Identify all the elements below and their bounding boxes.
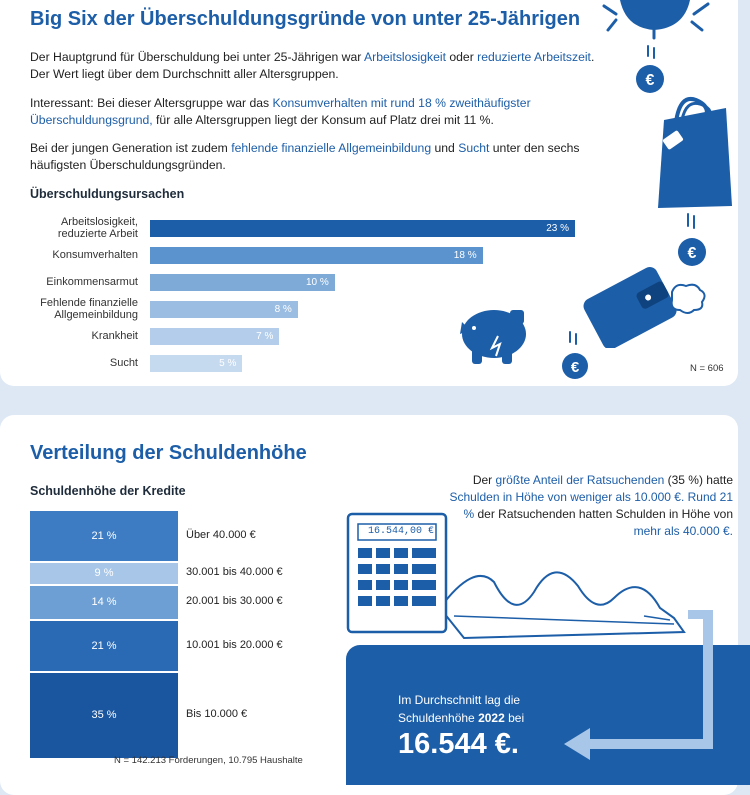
falling-euro-coin-icon bbox=[630, 44, 670, 96]
cause-sample-size: N = 606 bbox=[690, 363, 724, 374]
svg-text:€: € bbox=[687, 245, 697, 262]
summary-text-b: (35 %) hatte bbox=[664, 473, 733, 487]
debt-category-label: 20.001 bis 30.000 € bbox=[186, 595, 283, 608]
cause-bar-value: 18 % bbox=[453, 250, 477, 261]
falling-euro-coin-icon-3 bbox=[556, 330, 594, 382]
p1-highlight-a: Arbeitslosigkeit bbox=[364, 50, 446, 64]
cause-category-label bbox=[40, 297, 138, 321]
p1-text-b: oder bbox=[445, 50, 478, 64]
cause-category-label-line: Einkommensarmut bbox=[46, 276, 138, 288]
paragraph-3 bbox=[30, 140, 600, 174]
paragraph-1 bbox=[30, 49, 600, 83]
debt-chart-title: Schuldenhöhe der Kredite bbox=[30, 484, 186, 498]
virus-icon bbox=[596, 0, 716, 40]
cause-bar-value: 7 % bbox=[256, 331, 274, 342]
cause-category-label bbox=[52, 249, 138, 261]
p1-highlight-b: reduzierte Arbeitszeit bbox=[477, 50, 591, 64]
cause-category-label-line: reduzierte Arbeit bbox=[57, 228, 138, 240]
cause-bar-value: 8 % bbox=[274, 304, 292, 315]
svg-text:€: € bbox=[570, 359, 580, 376]
average-line-1: Im Durchschnitt lag die bbox=[398, 693, 521, 707]
paragraph-2 bbox=[30, 95, 600, 129]
cause-bar bbox=[150, 220, 575, 237]
cause-category-label bbox=[58, 216, 138, 240]
cause-category-label bbox=[92, 330, 138, 342]
p3-text-a: Bei der jungen Generation ist zudem bbox=[30, 141, 232, 155]
debt-category-label: Bis 10.000 € bbox=[186, 708, 248, 721]
debt-segment: 21 % bbox=[30, 511, 178, 561]
p1-text-c: . Der Wert liegt über dem Durchschnitt aller Altersgruppen. bbox=[30, 50, 595, 81]
summary-text-a: Der bbox=[472, 473, 496, 487]
average-line-2c: bei bbox=[504, 711, 525, 725]
cause-chart-title: Überschuldungsursachen bbox=[30, 187, 185, 201]
summary-highlight-c: Rund 21 % bbox=[463, 490, 733, 521]
cause-category-label-line: Krankheit bbox=[91, 330, 138, 342]
p2-highlight-a: Konsumverhalten mit rund 18 % zweithäufigster Überschuldungsgrund, bbox=[30, 96, 531, 127]
cause-bar bbox=[150, 355, 242, 372]
debt-segment: 14 % bbox=[30, 586, 178, 619]
average-year: 2022 bbox=[478, 711, 505, 725]
debt-segment: 35 % bbox=[30, 673, 178, 758]
debt-category-label: Über 40.000 € bbox=[186, 529, 256, 542]
p3-highlight-b: Sucht bbox=[458, 141, 490, 155]
empty-wallet-icon bbox=[580, 256, 710, 348]
debt-segment: 21 % bbox=[30, 621, 178, 671]
cause-bar bbox=[150, 274, 335, 291]
p2-text-a: Interessant: Bei dieser Altersgruppe war das bbox=[30, 96, 273, 110]
debt-sample-size: N = 142.213 Forderungen, 10.795 Haushalte bbox=[114, 755, 303, 766]
p1-text-a: Der Hauptgrund für Überschuldung bei unter 25-Jährigen war bbox=[30, 50, 364, 64]
cause-category-label bbox=[46, 276, 138, 288]
piggy-bank-icon bbox=[454, 300, 538, 370]
svg-text:€: € bbox=[645, 72, 655, 89]
cause-category-label-line: Sucht bbox=[109, 357, 138, 369]
cause-bar-value: 5 % bbox=[219, 358, 237, 369]
section1-title: Big Six der Überschuldungsgründe von unter 25-Jährigen bbox=[30, 8, 581, 30]
p3-text-c: unter den sechs häufigsten Überschuldungsgründen. bbox=[30, 141, 580, 172]
average-line-2a: Schuldenhöhe bbox=[398, 711, 479, 725]
cause-bar bbox=[150, 247, 483, 264]
pointer-arrow-icon bbox=[560, 610, 720, 760]
section2-title: Verteilung der Schuldenhöhe bbox=[30, 442, 307, 464]
summary-highlight-a: größte Anteil der Ratsuchenden bbox=[495, 473, 665, 487]
shopping-bag-icon bbox=[652, 96, 734, 212]
summary-highlight-b: Schulden in Höhe von weniger als 10.000 €. bbox=[449, 490, 685, 504]
cause-category-label-line: Konsumverhalten bbox=[52, 249, 138, 261]
cause-category-label-line: Fehlende finanzielle bbox=[40, 297, 138, 309]
cause-category-label-line: Arbeitslosigkeit, bbox=[60, 216, 138, 228]
average-value: 16.544 €. bbox=[398, 728, 519, 760]
p3-highlight-a: fehlende finanzielle Allgemeinbildung bbox=[231, 141, 432, 155]
summary-text-d: der Ratsuchenden hatten Schulden in Höhe von bbox=[474, 507, 733, 521]
summary-highlight-d: mehr als 40.000 €. bbox=[633, 524, 733, 538]
debt-segment: 9 % bbox=[30, 563, 178, 583]
cause-bar-value: 23 % bbox=[546, 223, 569, 234]
p2-text-b: für alle Altersgruppen liegt der Konsum auf Platz drei mit 11 %. bbox=[152, 113, 494, 127]
cause-category-label bbox=[110, 357, 138, 369]
average-line-2 bbox=[398, 711, 524, 725]
cause-bar bbox=[150, 328, 279, 345]
cause-category-label-line: Allgemeinbildung bbox=[54, 309, 138, 321]
cause-bar bbox=[150, 301, 298, 318]
p3-text-b: und bbox=[431, 141, 459, 155]
debt-category-label: 10.001 bis 20.000 € bbox=[186, 638, 283, 651]
debt-category-label: 30.001 bis 40.000 € bbox=[186, 566, 283, 579]
calculator-display: 16.544,00 € bbox=[367, 526, 434, 537]
cause-bar-value: 10 % bbox=[305, 277, 329, 288]
